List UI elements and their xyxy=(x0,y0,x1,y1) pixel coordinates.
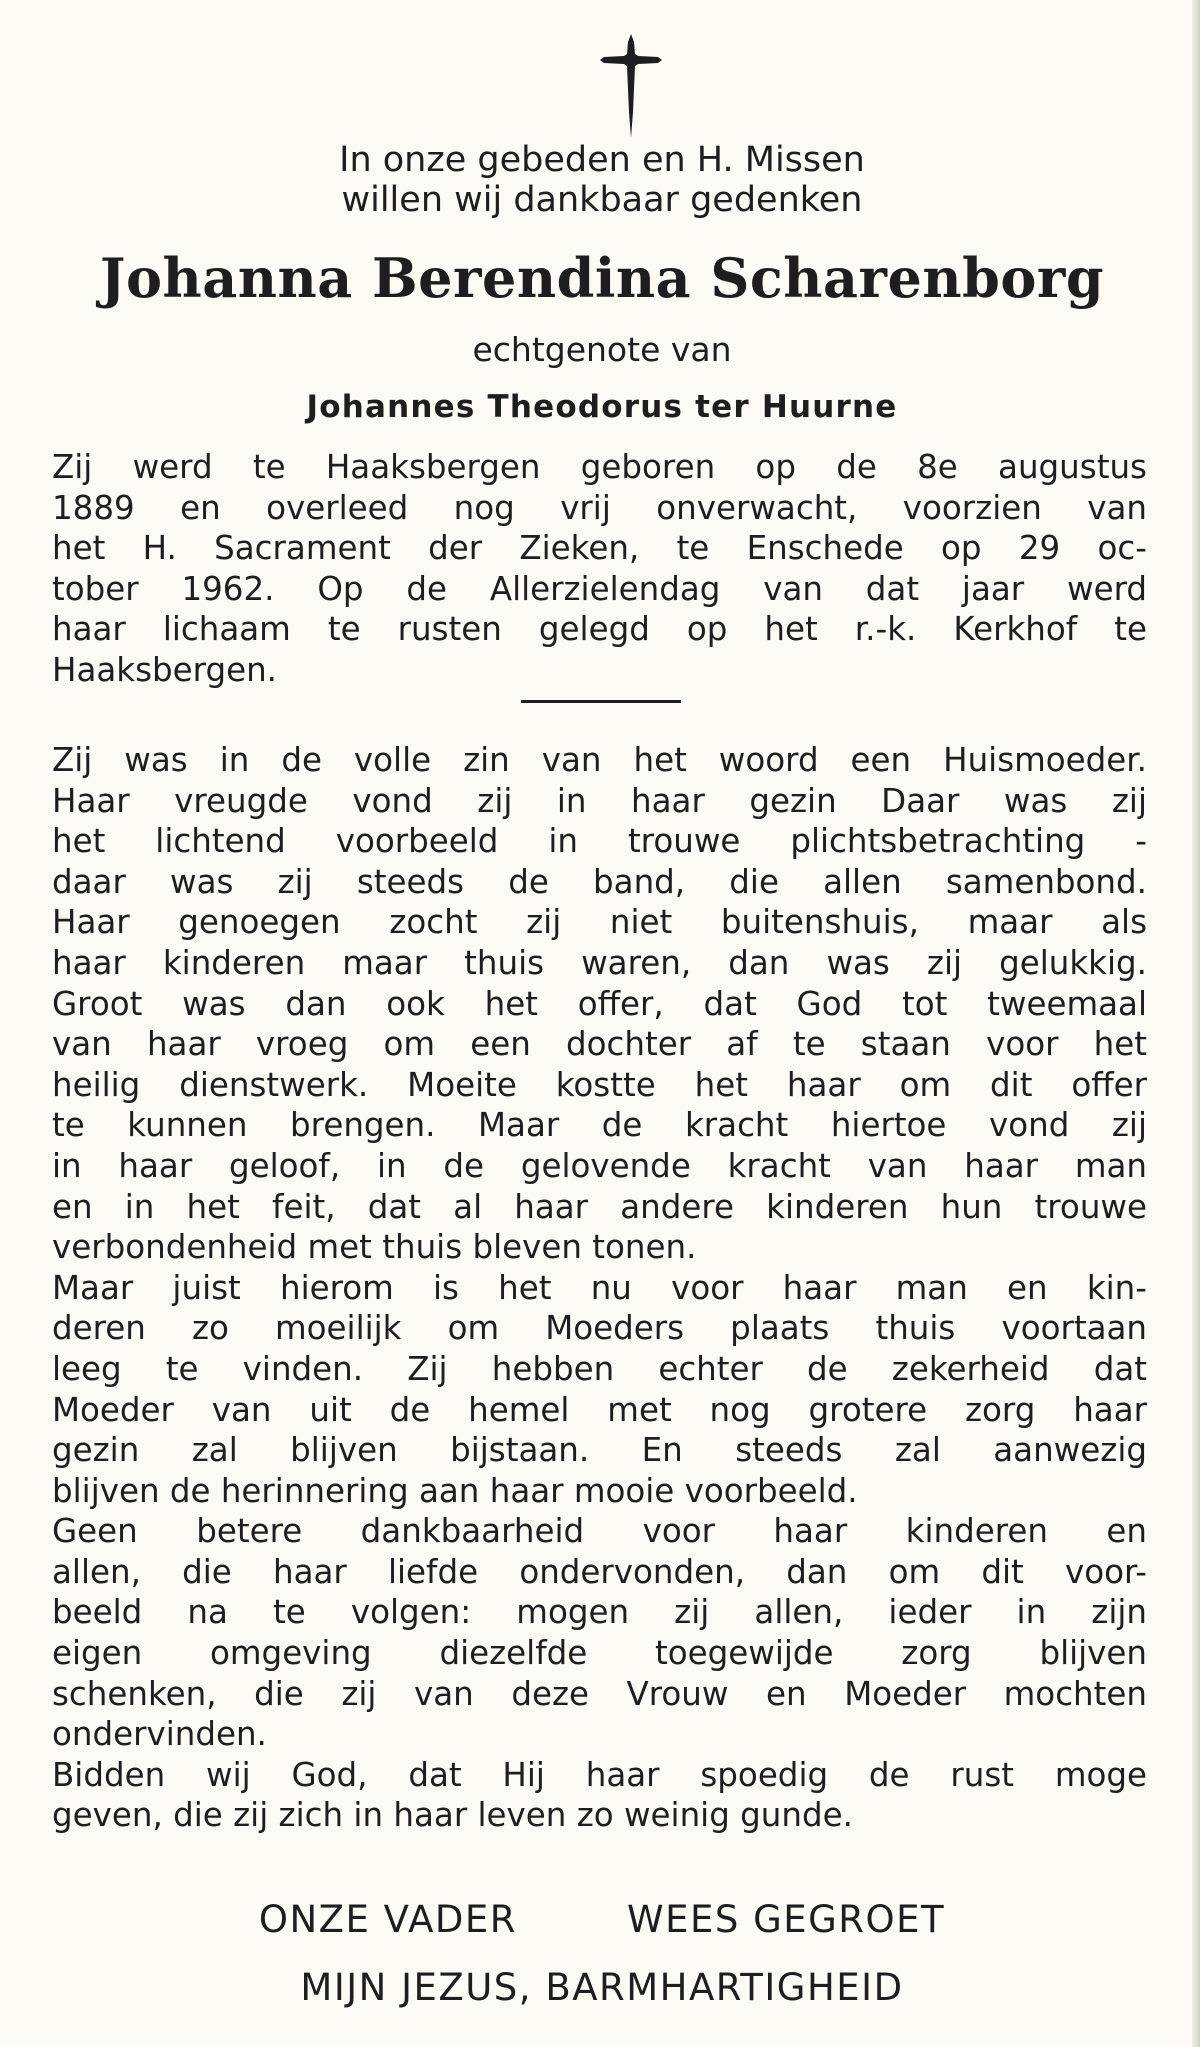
text-line: tober 1962. Op de Allerzielendag van dat jaar werd xyxy=(52,569,1147,608)
prayer-list xyxy=(52,1890,1152,2018)
deceased-name: Johanna Berendina Scharenborg xyxy=(99,246,1105,310)
text-line: van haar vroeg om een dochter af te staan voor het xyxy=(52,1025,1147,1064)
text-line: het lichtend voorbeeld in trouwe plichtsbetrachting - xyxy=(52,822,1147,861)
text-line: en in het feit, dat al haar andere kinderen hun trouwe xyxy=(52,1187,1147,1226)
prayer-row xyxy=(52,1890,1152,1950)
tribute-paragraph xyxy=(52,740,1147,1836)
prayer-onze-vader: ONZE VADER xyxy=(258,1898,517,1941)
intro-line-1: In onze gebeden en H. Missen xyxy=(339,140,865,180)
text-line: 1889 en overleed nog vrij onverwacht, voorzien van xyxy=(52,488,1147,527)
text-line: haar lichaam te rusten gelegd op het r.-k. Kerkhof te xyxy=(52,610,1147,649)
section-divider xyxy=(521,700,681,703)
text-line: gezin zal blijven bijstaan. En steeds zal aanwezig xyxy=(52,1431,1147,1470)
intro-text xyxy=(52,140,1152,220)
text-line: Geen betere dankbaarheid voor haar kinderen en xyxy=(52,1512,1147,1551)
text-line: Bidden wij God, dat Hij haar spoedig de rust moge xyxy=(52,1755,1147,1794)
text-line: deren zo moeilijk om Moeders plaats thuis voortaan xyxy=(52,1309,1147,1348)
text-line: eigen omgeving diezelfde toegewijde zorg blijven xyxy=(52,1634,1147,1673)
intro-line-2: willen wij dankbaar gedenken xyxy=(341,180,863,220)
text-line: Zij was in de volle zin van het woord een Huismoeder. xyxy=(52,741,1147,779)
text-line: Moeder van uit de hemel met nog grotere zorg haar xyxy=(52,1390,1147,1429)
biography-paragraph xyxy=(52,447,1147,691)
text-line: allen, die haar liefde ondervonden, dan om dit voor- xyxy=(52,1552,1147,1591)
text-line: Haaksbergen. xyxy=(52,650,277,689)
text-line: beeld na te volgen: mogen zij allen, ieder in zijn xyxy=(52,1593,1147,1632)
spouse-label: echtgenote van xyxy=(472,330,732,369)
text-line: te kunnen brengen. Maar de kracht hiertoe vond zij xyxy=(52,1106,1147,1145)
text-line: blijven de herinnering aan haar mooie voorbeeld. xyxy=(52,1471,858,1510)
text-line: Maar juist hierom is het nu voor haar man en kin- xyxy=(52,1268,1147,1307)
text-line: in haar geloof, in de gelovende kracht van haar man xyxy=(52,1146,1147,1185)
prayer-mijn-jezus: MIJN JEZUS, BARMHARTIGHEID xyxy=(300,1966,904,2009)
spouse-name: Johannes Theodorus ter Huurne xyxy=(306,389,898,425)
text-line: Haar vreugde vond zij in haar gezin Daar was zij xyxy=(52,781,1147,820)
text-line: geven, die zij zich in haar leven zo weinig gunde. xyxy=(52,1796,853,1835)
text-line: het H. Sacrament der Zieken, te Enschede op 29 oc- xyxy=(52,529,1147,568)
text-line: schenken, die zij van deze Vrouw en Moeder mochten xyxy=(52,1674,1147,1713)
prayer-wees-gegroet: WEES GEGROET xyxy=(627,1898,946,1941)
text-line: verbondenheid met thuis bleven tonen. xyxy=(52,1228,697,1267)
text-line: Groot was dan ook het offer, dat God tot tweemaal xyxy=(52,984,1147,1023)
text-line: daar was zij steeds de band, die allen samenbond. xyxy=(52,862,1147,901)
text-line: haar kinderen maar thuis waren, dan was zij gelukkig. xyxy=(52,943,1147,982)
cross-icon xyxy=(598,32,664,140)
text-line: heilig dienstwerk. Moeite kostte het haar om dit offer xyxy=(52,1065,1147,1104)
text-line: Haar genoegen zocht zij niet buitenshuis, maar als xyxy=(52,903,1147,942)
memorial-card xyxy=(52,0,1152,2047)
text-line: ondervinden. xyxy=(52,1715,267,1754)
text-line: Zij werd te Haaksbergen geboren op de 8e augustus xyxy=(52,448,1147,486)
card-edge-shadow xyxy=(1192,0,1200,2047)
text-line: leeg te vinden. Zij hebben echter de zekerheid dat xyxy=(52,1349,1147,1388)
